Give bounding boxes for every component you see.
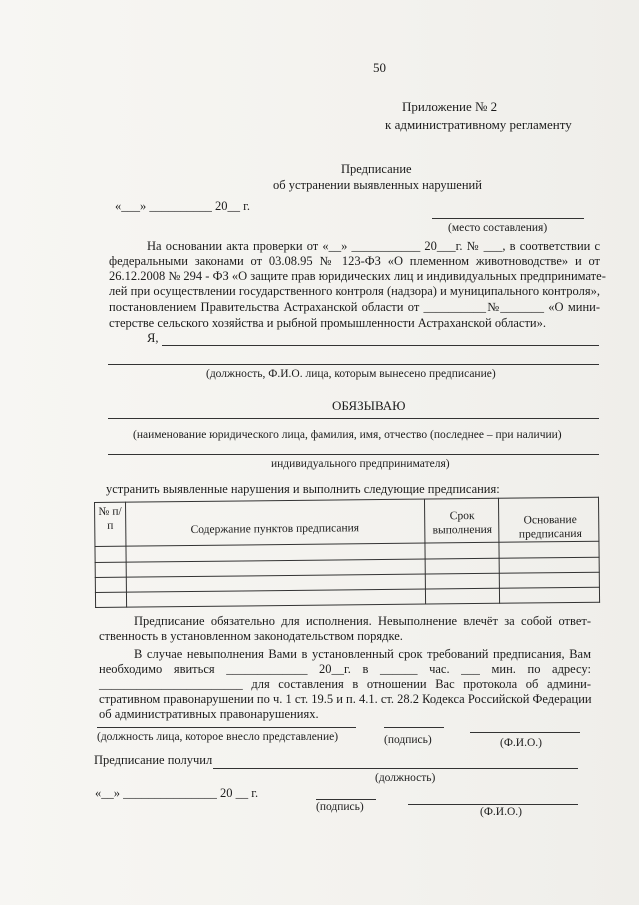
para2-line-4: стративном правонарушении по ч. 1 ст. 19.5 и п. 4.1. ст. 28.2 Кодекса Российской Федерации bbox=[99, 692, 592, 706]
place-underline bbox=[432, 218, 584, 219]
table-border bbox=[95, 587, 600, 593]
table-border bbox=[498, 498, 500, 604]
entity-label-1: (наименование юридического лица, фамилия, имя, отчество (последнее – при наличии) bbox=[133, 429, 562, 441]
obligate-heading: ОБЯЗЫВАЮ bbox=[332, 398, 406, 413]
sign-line-signature bbox=[384, 727, 444, 728]
date-line: «___» __________ 20__ г. bbox=[115, 199, 250, 213]
received-underline bbox=[213, 768, 578, 769]
appendix-subtitle: к административному регламенту bbox=[385, 117, 572, 132]
body-line-1: На основании акта проверки от «__» ___________ 20___г. № ___, в соответствии с bbox=[147, 239, 600, 253]
body-line-5: постановлением Правительства Астраханской области от __________№_______ «О мини- bbox=[109, 300, 600, 314]
para1-line-2: ственность в установленном законодательством порядке. bbox=[99, 629, 403, 643]
table-border bbox=[94, 541, 599, 547]
body-line-2: федеральными законами от 03.08.95 № 123-ФЗ «О племенном животноводстве» и от bbox=[109, 254, 600, 268]
doc-title-line2: об устранении выявленных нарушений bbox=[273, 178, 482, 192]
sign2-signature-label: (подпись) bbox=[316, 801, 364, 813]
table-border bbox=[95, 602, 600, 608]
date-line-2: «__» _______________ 20 __ г. bbox=[95, 786, 259, 800]
received-label: Предписание получил bbox=[94, 753, 213, 767]
appendix-title: Приложение № 2 bbox=[402, 99, 498, 114]
sign1-name-label: (Ф.И.О.) bbox=[500, 737, 542, 749]
sign2-name-label: (Ф.И.О.) bbox=[480, 806, 522, 818]
sign1-official-label: (должность лица, которое внесло представление) bbox=[97, 731, 339, 743]
position-label: (должность) bbox=[375, 772, 436, 784]
table-border bbox=[95, 557, 600, 563]
body-line-3: 26.12.2008 № 294 - ФЗ «О защите прав юридических лиц и индивидуальных предпринимате- bbox=[109, 269, 606, 283]
table-border bbox=[598, 497, 600, 603]
page-number: 50 bbox=[373, 60, 386, 75]
body-line-7: Я, bbox=[147, 331, 159, 345]
table-border bbox=[125, 502, 127, 608]
table-header-content: Содержание пунктов предписания bbox=[190, 522, 360, 536]
place-label: (место составления) bbox=[448, 222, 548, 234]
para2-line-3: _______________________ для составления в отношении Вас протокола об админи- bbox=[99, 677, 591, 691]
sign-line-name-2 bbox=[408, 804, 578, 805]
para2-line-5: об административных правонарушениях. bbox=[99, 707, 319, 721]
body-line-6: стерстве сельского хозяйства и рыбной промышленности Астраханской области». bbox=[109, 316, 546, 330]
entity-label-2: индивидуального предпринимателя) bbox=[271, 458, 450, 470]
prescription-table bbox=[94, 497, 600, 608]
instruction-text: устранить выявленные нарушения и выполнить следующие предписания: bbox=[106, 482, 500, 496]
table-border bbox=[95, 572, 600, 578]
official-label: (должность, Ф.И.О. лица, которым вынесено предписание) bbox=[206, 368, 496, 380]
doc-title-line1: Предписание bbox=[341, 162, 412, 176]
fill-line bbox=[108, 418, 599, 419]
para1-line-1: Предписание обязательно для исполнения. Невыполнение влечёт за собой ответ- bbox=[134, 614, 591, 628]
table-header-deadline: Срок выполнения bbox=[432, 510, 493, 537]
sign-line-official bbox=[97, 727, 356, 728]
table-border bbox=[94, 497, 599, 503]
para2-line-1: В случае невыполнения Вами в установленный срок требований предписания, Вам bbox=[134, 647, 591, 661]
fill-line bbox=[108, 364, 599, 365]
body-line-4: лей при осуществлении государственного контроля (надзора) и муниципального контроля», bbox=[109, 284, 600, 298]
fill-line bbox=[108, 454, 599, 455]
table-border bbox=[424, 499, 426, 605]
fill-line bbox=[162, 345, 599, 346]
para2-line-2: необходимо явиться _____________ 20__г. в ______ час. ___ мин. по адресу: bbox=[99, 662, 591, 676]
sign-line-signature-2 bbox=[316, 799, 376, 800]
sign-line-name bbox=[470, 732, 580, 733]
sign1-signature-label: (подпись) bbox=[384, 734, 432, 746]
table-header-basis: Основание предписания bbox=[518, 513, 582, 541]
table-header-number: № п/п bbox=[98, 505, 122, 532]
